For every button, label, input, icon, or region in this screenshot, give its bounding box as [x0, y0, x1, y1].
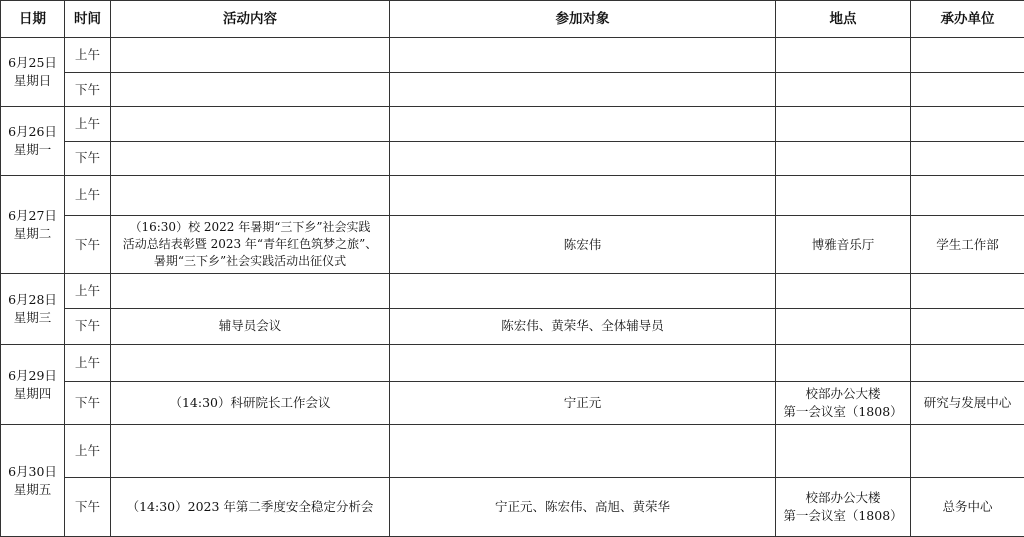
location-cell: 校部办公大楼 第一会议室（1808） [776, 477, 911, 536]
participants-cell [390, 425, 776, 477]
content-cell [111, 141, 390, 175]
date-cell [1, 38, 65, 107]
table-row [1, 344, 1024, 381]
organizer-cell [911, 274, 1024, 308]
time-cell: 下午 [65, 477, 111, 536]
organizer-cell [911, 425, 1024, 477]
date-cell [1, 175, 65, 274]
participants-cell [390, 344, 776, 381]
organizer-cell [911, 344, 1024, 381]
participants-cell [390, 107, 776, 141]
time-cell: 下午 [65, 308, 111, 344]
time-cell: 下午 [65, 141, 111, 175]
organizer-cell [911, 73, 1024, 107]
organizer-cell: 学生工作部 [911, 216, 1024, 274]
header-participants: 参加对象 [390, 1, 776, 38]
participants-cell [390, 274, 776, 308]
location-cell [776, 274, 911, 308]
date-label: 6月29日 [8, 367, 57, 383]
participants-cell [390, 175, 776, 215]
time-cell: 上午 [65, 425, 111, 477]
date-cell [1, 274, 65, 344]
time-cell: 上午 [65, 274, 111, 308]
header-row [1, 1, 1024, 38]
organizer-cell [911, 308, 1024, 344]
participants-cell [390, 73, 776, 107]
time-cell: 下午 [65, 382, 111, 425]
organizer-cell: 研究与发展中心 [911, 382, 1024, 425]
date-label: 6月25日 [8, 55, 57, 71]
date-label: 6月30日 [8, 463, 57, 479]
participants-cell: 陈宏伟 [390, 216, 776, 274]
table-row [1, 38, 1024, 73]
participants-cell [390, 141, 776, 175]
time-cell: 上午 [65, 344, 111, 381]
weekday-label: 星期三 [13, 310, 52, 326]
location-cell [776, 141, 911, 175]
content-cell [111, 425, 390, 477]
date-label: 6月26日 [8, 124, 57, 140]
table-row [1, 382, 1024, 425]
participants-cell [390, 38, 776, 73]
time-cell: 上午 [65, 175, 111, 215]
table-row [1, 141, 1024, 175]
participants-cell: 陈宏伟、黄荣华、全体辅导员 [390, 308, 776, 344]
content-cell [111, 38, 390, 73]
organizer-cell [911, 175, 1024, 215]
organizer-cell [911, 38, 1024, 73]
content-cell [111, 73, 390, 107]
content-cell [111, 107, 390, 141]
location-cell [776, 38, 911, 73]
time-cell: 上午 [65, 38, 111, 73]
location-cell: 校部办公大楼 第一会议室（1808） [776, 382, 911, 425]
table-row [1, 274, 1024, 308]
weekday-label: 星期日 [13, 73, 52, 89]
participants-cell: 宁正元、陈宏伟、高旭、黄荣华 [390, 477, 776, 536]
content-cell: 辅导员会议 [111, 308, 390, 344]
content-cell [111, 274, 390, 308]
time-cell: 下午 [65, 73, 111, 107]
location-cell [776, 175, 911, 215]
time-cell: 上午 [65, 107, 111, 141]
table-row [1, 175, 1024, 215]
location-cell [776, 344, 911, 381]
organizer-cell [911, 107, 1024, 141]
table-row [1, 73, 1024, 107]
weekday-label: 星期五 [13, 481, 52, 497]
location-cell [776, 107, 911, 141]
date-cell [1, 344, 65, 424]
table-row [1, 477, 1024, 536]
content-cell [111, 344, 390, 381]
table-row [1, 425, 1024, 477]
table-row [1, 308, 1024, 344]
header-location: 地点 [776, 1, 911, 38]
content-cell: （14:30）科研院长工作会议 [111, 382, 390, 425]
header-date: 日期 [1, 1, 65, 38]
content-cell: （16:30）校 2022 年暑期“三下乡”社会实践 活动总结表彰暨 2023 年“青年红色筑梦之旅”、 暑期“三下乡”社会实践活动出征仪式 [111, 216, 390, 274]
content-cell: （14:30）2023 年第二季度安全稳定分析会 [111, 477, 390, 536]
location-cell: 博雅音乐厅 [776, 216, 911, 274]
content-cell [111, 175, 390, 215]
weekday-label: 星期二 [13, 225, 52, 241]
table-row [1, 216, 1024, 274]
organizer-cell: 总务中心 [911, 477, 1024, 536]
table-row [1, 107, 1024, 141]
participants-cell: 宁正元 [390, 382, 776, 425]
date-label: 6月27日 [8, 207, 57, 223]
organizer-cell [911, 141, 1024, 175]
date-cell [1, 107, 65, 175]
location-cell [776, 425, 911, 477]
time-cell: 下午 [65, 216, 111, 274]
date-cell [1, 425, 65, 537]
weekday-label: 星期一 [13, 142, 52, 158]
location-cell [776, 308, 911, 344]
weekday-label: 星期四 [13, 385, 52, 401]
header-content: 活动内容 [111, 1, 390, 38]
location-cell [776, 73, 911, 107]
header-organizer: 承办单位 [911, 1, 1024, 38]
header-time: 时间 [65, 1, 111, 38]
date-label: 6月28日 [8, 292, 57, 308]
